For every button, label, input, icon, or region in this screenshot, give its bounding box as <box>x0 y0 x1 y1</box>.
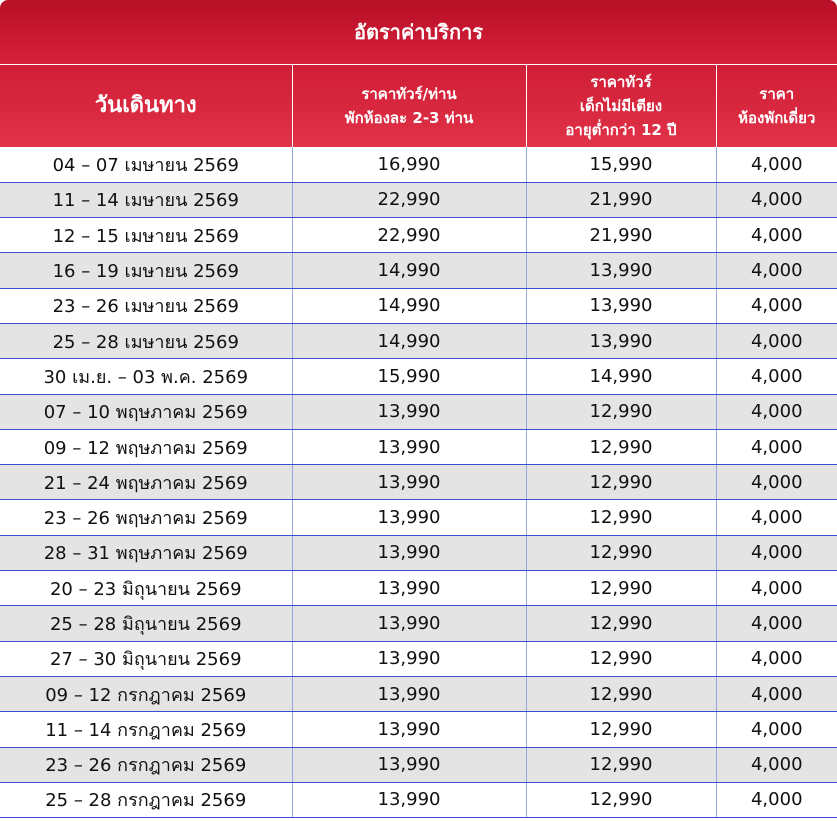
table-row <box>0 359 837 394</box>
child-price-cell: 13,990 <box>526 323 716 358</box>
adult-price-cell: 14,990 <box>292 323 526 358</box>
table-row <box>0 323 837 358</box>
header-single-room <box>716 65 837 147</box>
table-row <box>0 253 837 288</box>
header-child-price <box>526 65 716 147</box>
child-price-cell: 12,990 <box>526 641 716 676</box>
travel-date-cell: 23 – 26 พฤษภาคม 2569 <box>0 500 292 535</box>
child-price-cell: 12,990 <box>526 747 716 782</box>
table-title: อัตราค่าบริการ <box>0 0 837 65</box>
child-price-cell: 21,990 <box>526 182 716 217</box>
child-price-cell: 12,990 <box>526 465 716 500</box>
table-row <box>0 676 837 711</box>
header-line: ราคาทัวร์/ท่าน <box>361 85 457 103</box>
single-room-cell: 4,000 <box>716 288 837 323</box>
adult-price-cell: 16,990 <box>292 147 526 182</box>
travel-date-cell: 07 – 10 พฤษภาคม 2569 <box>0 394 292 429</box>
child-price-cell: 12,990 <box>526 429 716 464</box>
travel-date-cell: 21 – 24 พฤษภาคม 2569 <box>0 465 292 500</box>
adult-price-cell: 14,990 <box>292 288 526 323</box>
single-room-cell: 4,000 <box>716 571 837 606</box>
header-line: วันเดินทาง <box>94 93 197 118</box>
table-row <box>0 571 837 606</box>
adult-price-cell: 13,990 <box>292 676 526 711</box>
single-room-cell: 4,000 <box>716 394 837 429</box>
header-line: ห้องพักเดี่ยว <box>738 109 816 127</box>
single-room-cell: 4,000 <box>716 182 837 217</box>
child-price-cell: 12,990 <box>526 606 716 641</box>
single-room-cell: 4,000 <box>716 747 837 782</box>
child-price-cell: 12,990 <box>526 571 716 606</box>
table-row <box>0 182 837 217</box>
child-price-cell: 12,990 <box>526 782 716 817</box>
child-price-cell: 15,990 <box>526 147 716 182</box>
child-price-cell: 13,990 <box>526 288 716 323</box>
table-row <box>0 641 837 676</box>
single-room-cell: 4,000 <box>716 429 837 464</box>
table-row <box>0 465 837 500</box>
child-price-cell: 12,990 <box>526 676 716 711</box>
travel-date-cell: 23 – 26 เมษายน 2569 <box>0 288 292 323</box>
price-table <box>0 65 837 818</box>
single-room-cell: 4,000 <box>716 147 837 182</box>
single-room-cell: 4,000 <box>716 218 837 253</box>
travel-date-cell: 09 – 12 พฤษภาคม 2569 <box>0 429 292 464</box>
adult-price-cell: 13,990 <box>292 394 526 429</box>
header-line: อายุต่ำกว่า 12 ปี <box>565 121 677 139</box>
adult-price-cell: 13,990 <box>292 606 526 641</box>
table-row <box>0 218 837 253</box>
travel-date-cell: 16 – 19 เมษายน 2569 <box>0 253 292 288</box>
single-room-cell: 4,000 <box>716 676 837 711</box>
travel-date-cell: 30 เม.ย. – 03 พ.ค. 2569 <box>0 359 292 394</box>
header-travel-date <box>0 65 292 147</box>
single-room-cell: 4,000 <box>716 253 837 288</box>
table-row <box>0 429 837 464</box>
adult-price-cell: 13,990 <box>292 712 526 747</box>
travel-date-cell: 20 – 23 มิถุนายน 2569 <box>0 571 292 606</box>
single-room-cell: 4,000 <box>716 606 837 641</box>
table-row <box>0 747 837 782</box>
child-price-cell: 21,990 <box>526 218 716 253</box>
adult-price-cell: 13,990 <box>292 429 526 464</box>
table-row <box>0 288 837 323</box>
travel-date-cell: 28 – 31 พฤษภาคม 2569 <box>0 535 292 570</box>
child-price-cell: 12,990 <box>526 535 716 570</box>
table-row <box>0 394 837 429</box>
child-price-cell: 14,990 <box>526 359 716 394</box>
table-row <box>0 535 837 570</box>
adult-price-cell: 15,990 <box>292 359 526 394</box>
travel-date-cell: 09 – 12 กรกฎาคม 2569 <box>0 676 292 711</box>
adult-price-cell: 13,990 <box>292 500 526 535</box>
single-room-cell: 4,000 <box>716 500 837 535</box>
table-row <box>0 606 837 641</box>
travel-date-cell: 12 – 15 เมษายน 2569 <box>0 218 292 253</box>
table-row <box>0 147 837 182</box>
child-price-cell: 12,990 <box>526 712 716 747</box>
table-row <box>0 500 837 535</box>
adult-price-cell: 22,990 <box>292 182 526 217</box>
header-row <box>0 65 837 147</box>
adult-price-cell: 13,990 <box>292 535 526 570</box>
adult-price-cell: 14,990 <box>292 253 526 288</box>
travel-date-cell: 25 – 28 กรกฎาคม 2569 <box>0 782 292 817</box>
header-line: ราคาทัวร์ <box>590 73 652 91</box>
single-room-cell: 4,000 <box>716 782 837 817</box>
adult-price-cell: 13,990 <box>292 782 526 817</box>
header-adult-price <box>292 65 526 147</box>
travel-date-cell: 04 – 07 เมษายน 2569 <box>0 147 292 182</box>
single-room-cell: 4,000 <box>716 323 837 358</box>
adult-price-cell: 13,990 <box>292 571 526 606</box>
travel-date-cell: 25 – 28 เมษายน 2569 <box>0 323 292 358</box>
adult-price-cell: 13,990 <box>292 465 526 500</box>
adult-price-cell: 22,990 <box>292 218 526 253</box>
adult-price-cell: 13,990 <box>292 747 526 782</box>
child-price-cell: 12,990 <box>526 500 716 535</box>
child-price-cell: 13,990 <box>526 253 716 288</box>
travel-date-cell: 11 – 14 เมษายน 2569 <box>0 182 292 217</box>
single-room-cell: 4,000 <box>716 359 837 394</box>
single-room-cell: 4,000 <box>716 465 837 500</box>
travel-date-cell: 23 – 26 กรกฎาคม 2569 <box>0 747 292 782</box>
single-room-cell: 4,000 <box>716 641 837 676</box>
table-row <box>0 712 837 747</box>
travel-date-cell: 25 – 28 มิถุนายน 2569 <box>0 606 292 641</box>
travel-date-cell: 11 – 14 กรกฎาคม 2569 <box>0 712 292 747</box>
header-line: ราคา <box>759 85 795 103</box>
table-row <box>0 782 837 817</box>
child-price-cell: 12,990 <box>526 394 716 429</box>
single-room-cell: 4,000 <box>716 712 837 747</box>
adult-price-cell: 13,990 <box>292 641 526 676</box>
single-room-cell: 4,000 <box>716 535 837 570</box>
travel-date-cell: 27 – 30 มิถุนายน 2569 <box>0 641 292 676</box>
header-line: พักห้องละ 2-3 ท่าน <box>344 109 474 127</box>
header-line: เด็กไม่มีเตียง <box>579 97 663 115</box>
